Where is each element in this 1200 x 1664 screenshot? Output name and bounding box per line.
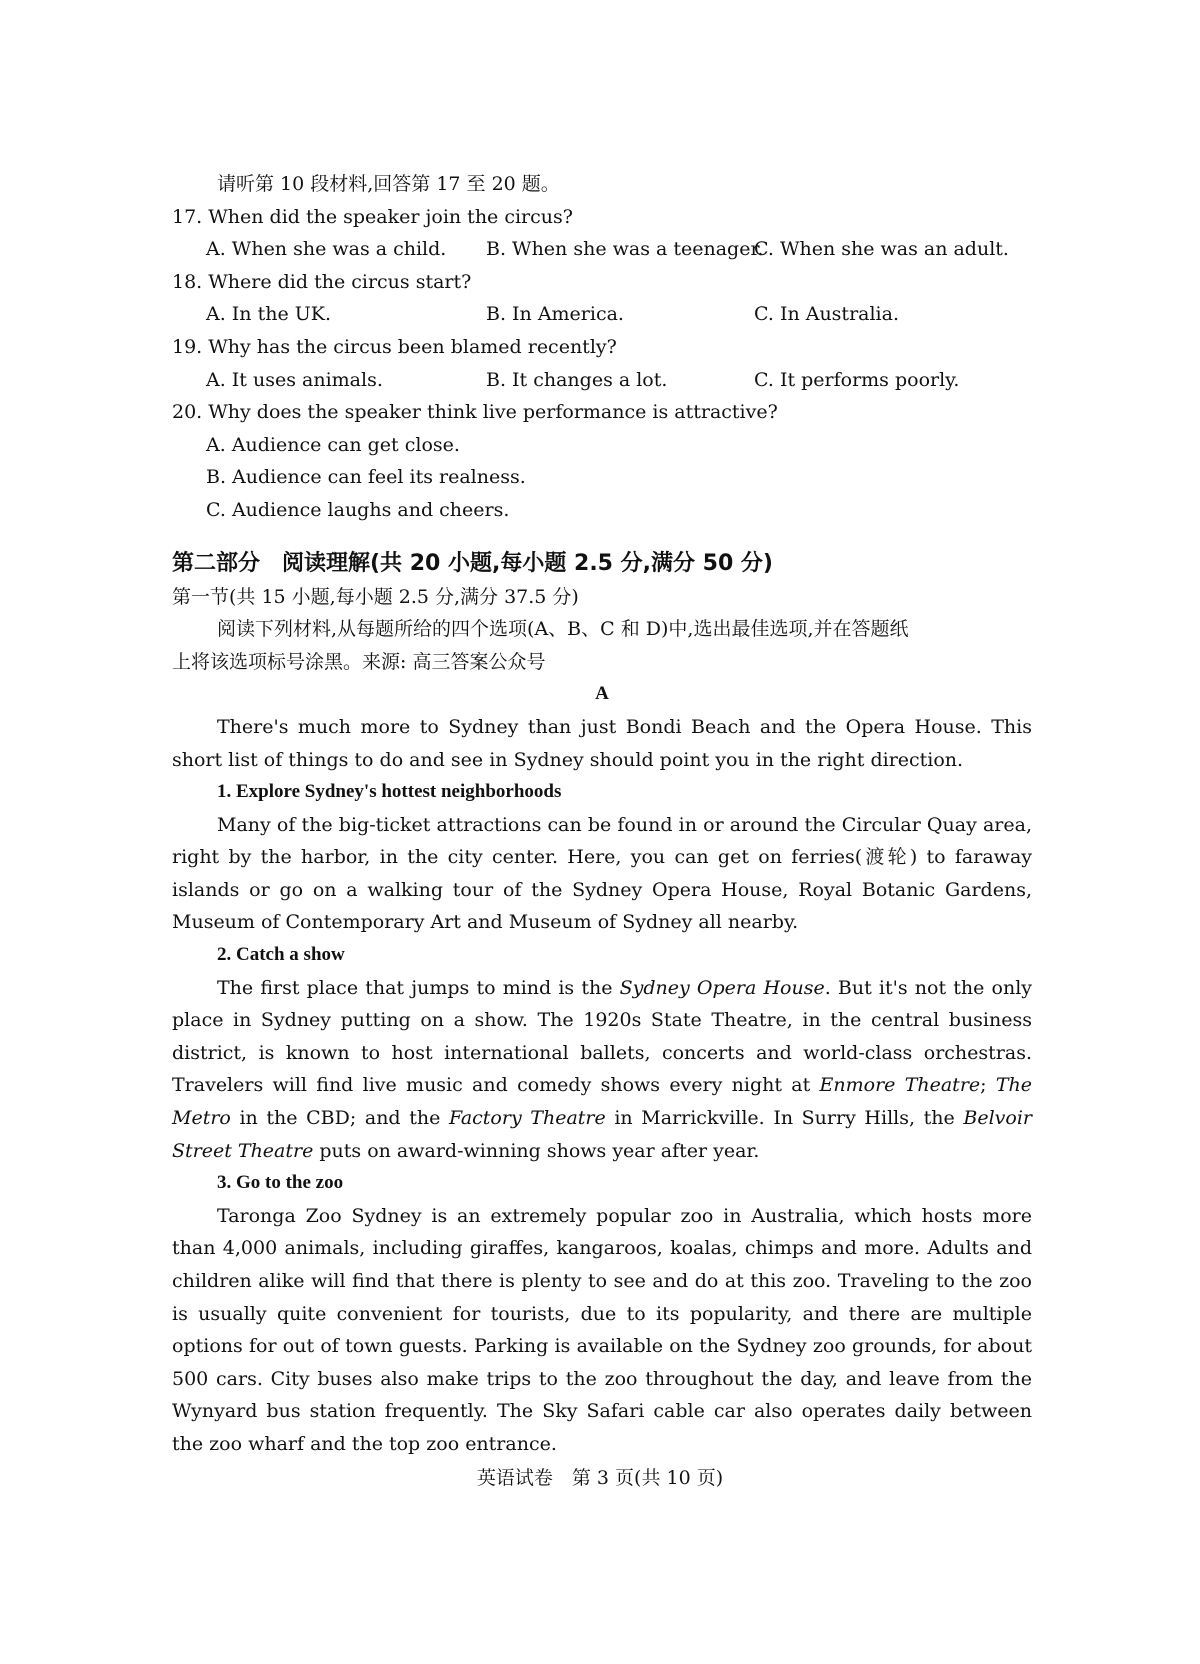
options-18 [172,298,1032,331]
p2-text-5: in Marrickville. In Surry Hills, the [605,1107,964,1130]
option-20-b: B. Audience can feel its realness. [206,466,526,489]
option-a: A. In the UK. [206,303,331,326]
instruction-line-1: 阅读下列材料,从每题所给的四个选项(A、B、C 和 D)中,选出最佳选项,并在答题纸 [217,618,909,641]
heading-3: 3. Go to the zoo [217,1172,344,1194]
option-b: B. When she was a teenager. [486,238,764,261]
option-b: B. It changes a lot. [486,368,668,391]
p2-text-4: in the CBD; and the [230,1107,449,1130]
passage-intro: There's much more to Sydney than just Bondi Beach and the Opera House. This short list of things to do and see in Sydney should point you in the right direction. [172,715,1032,771]
p2-italic-metro: The Metro [172,1074,1032,1130]
paragraph-3: Taronga Zoo Sydney is an extremely popular zoo in Australia, which hosts more than 4,000 animals, including giraffes, kangaroos, koalas, chimps and more. Adults and children alike will find that there is plenty to see and do at this zoo. Traveling to the zoo is usually quite convenient for tourists, due to its popularity, and there are multiple options for out of town guests. Parking is available on the Sydney zoo grounds, for about 500 cars. City buses also make trips to the zoo throughout the day, and leave from the Wynyard bus station frequently. The Sky Safari cable car also operates daily between the zoo wharf and the top zoo entrance. [172,1204,1032,1455]
option-c: C. When she was an adult. [754,238,1009,261]
exam-page [172,168,1032,1461]
option-b: B. In America. [486,303,624,326]
page-footer: 英语试卷 第 3 页(共 10 页) [476,1467,724,1489]
option-20-a: A. Audience can get close. [206,433,460,456]
section1-title: 第一节(共 15 小题,每小题 2.5 分,满分 37.5 分) [172,585,579,608]
p2-text-2: . But it's not the only place in Sydney putting on a show. The 1920s State Theatre, in the central business district, is known to host international ballets, concerts and world-class orchestras. Travelers will find live music and comedy shows every night at [172,976,1033,1097]
options-17 [172,233,1032,266]
p2-italic-belvoir: Belvoir Street Theatre [172,1107,1032,1162]
question-19: 19. Why has the circus been blamed recently? [172,335,617,358]
option-a: A. When she was a child. [206,238,447,261]
question-18: 18. Where did the circus start? [172,270,472,293]
part2-title: 第二部分 阅读理解(共 20 小题,每小题 2.5 分,满分 50 分) [172,550,773,576]
p2-text-6: puts on award-winning shows year after year. [313,1139,760,1162]
question-20: 20. Why does the speaker think live performance is attractive? [172,401,778,424]
instruction-line-2: 上将该选项标号涂黑。来源: 高三答案公众号 [172,650,546,673]
p2-italic-enmore: Enmore Theatre [819,1074,981,1097]
option-c: C. It performs poorly. [754,368,960,391]
p2-italic-opera: Sydney Opera House [619,976,825,999]
paragraph-2 [172,972,1032,1168]
question-17: 17. When did the speaker join the circus? [172,205,573,228]
heading-1: 1. Explore Sydney's hottest neighborhoods [217,781,562,803]
paragraph-1: Many of the big-ticket attractions can be found in or around the Circular Quay area, right by the harbor, in the city center. Here, you can get on ferries(渡轮) to faraway islands or go on a walking tour of the Sydney Opera House, Royal Botanic Gardens, Museum of Contemporary Art and Museum of Sydney all nearby. [172,813,1032,934]
p2-text-3: ; [980,1074,996,1097]
p2-text-1: The first place that jumps to mind is the [217,976,620,999]
passage-letter: A [595,683,609,705]
option-20-c: C. Audience laughs and cheers. [206,498,510,521]
p2-italic-factory: Factory Theatre [448,1107,606,1130]
heading-2: 2. Catch a show [217,944,345,966]
options-19 [172,364,1032,397]
listening-intro: 请听第 10 段材料,回答第 17 至 20 题。 [217,173,560,195]
option-a: A. It uses animals. [206,368,383,391]
option-c: C. In Australia. [754,303,899,326]
